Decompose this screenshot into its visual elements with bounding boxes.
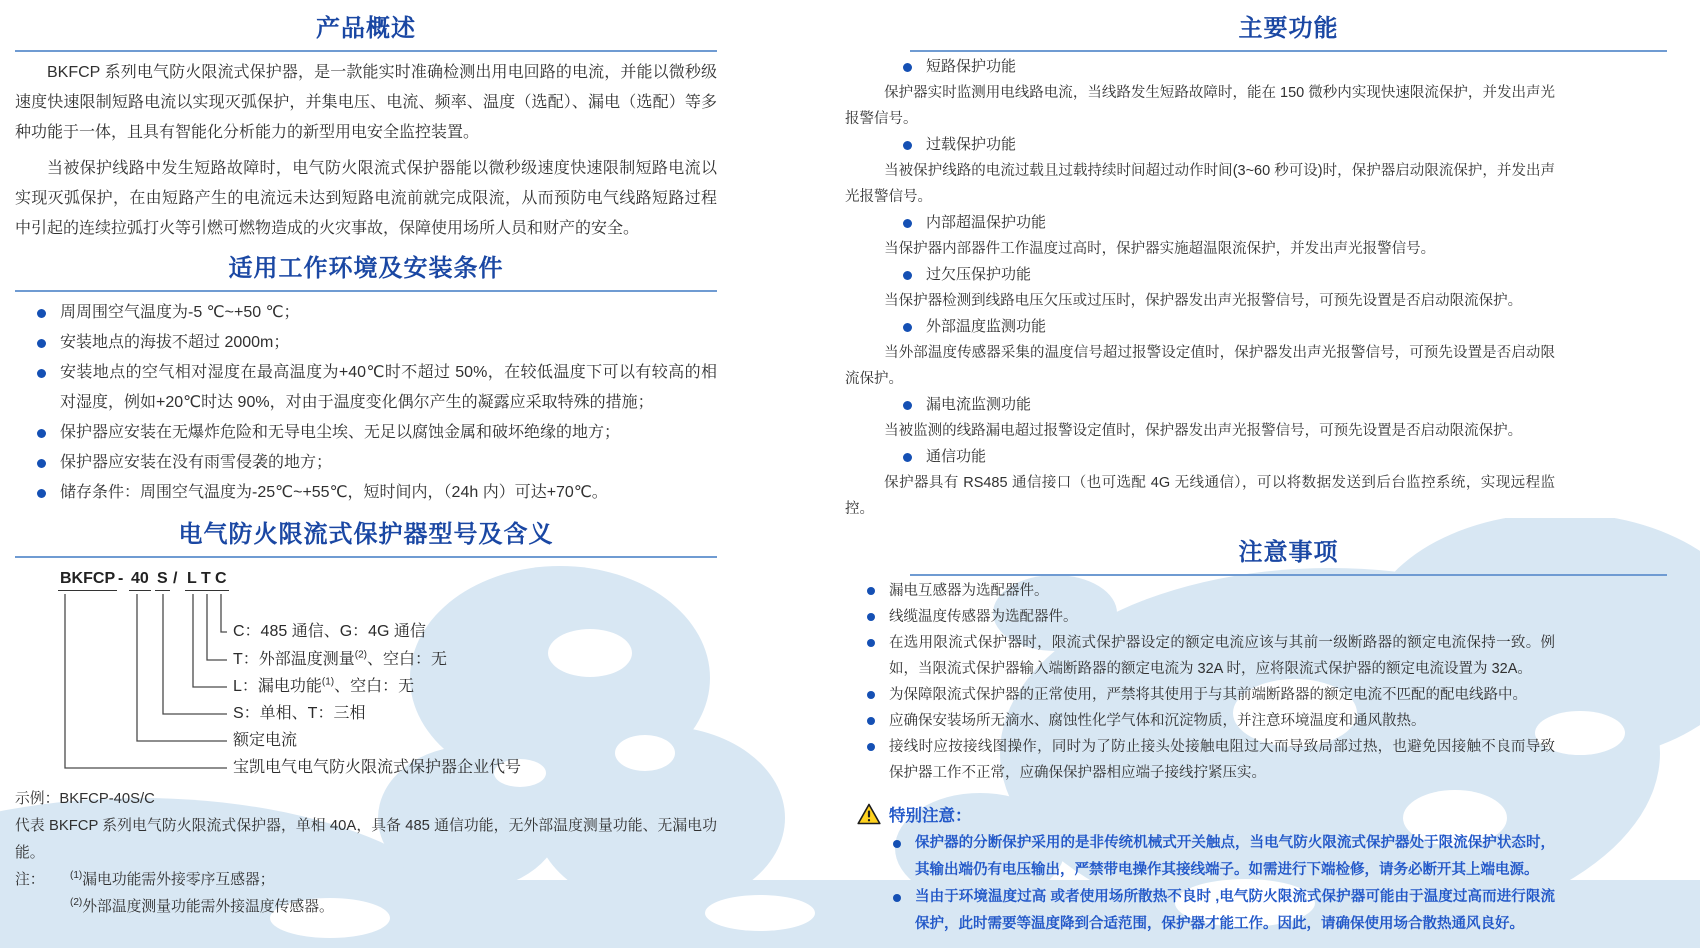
model-note-label: 注： xyxy=(15,872,45,888)
left-column xyxy=(15,0,717,921)
bullet-icon xyxy=(867,743,875,751)
section-divider xyxy=(910,574,1667,576)
function-item-title xyxy=(903,444,1555,470)
section-title-functions: 主要功能 xyxy=(1238,15,1339,42)
environment-item-text: 安装地点的海拔不超过 2000m； xyxy=(60,334,290,351)
function-name: 外部温度监测功能 xyxy=(926,318,1047,335)
environment-item-text: 周周围空气温度为-5 ℃~+50 ℃； xyxy=(60,304,300,321)
bullet-icon xyxy=(37,459,46,468)
bullet-icon xyxy=(903,323,912,332)
overview-paragraph-1: BKFCP 系列电气防火限流式保护器，是一款能实时准确检测出用电回路的电流，并能以微秒级速度快速限制短路电流以实现灭弧保护，并集电压、电流、频率、温度（选配）、漏电（选配）等多种功能于一体，且具有智能化分析能力的新型用电安全监控装置。 xyxy=(15,64,717,141)
note-superscript: (2) xyxy=(70,897,83,909)
function-item-title xyxy=(903,54,1555,80)
environment-item-text: 保护器应安装在无爆炸危险和无导电尘埃、无足以腐蚀金属和破坏绝缘的地方； xyxy=(60,424,621,441)
label-superscript: (1) xyxy=(321,676,335,688)
overview-paragraph-2: 当被保护线路中发生短路故障时，电气防火限流式保护器能以微秒级速度快速限制短路电流以实现灭弧保护，在由短路产生的电流远未达到短路电流前就完成限流，从而预防电气线路短路过程中引起的连续拉弧打火等引燃可燃物造成的火灾事故，保障使用场所人员和财产的安全。 xyxy=(15,160,717,237)
function-item-title xyxy=(903,262,1555,288)
notice-text: 漏电互感器为选配器件。 xyxy=(889,583,1049,599)
special-attention-text: 保护器的分断保护采用的是非传统机械式开关触点，当电气防火限流式保护器处于限流保护状态时，其输出端仍有电压输出，严禁带电操作其接线端子。如需进行下端检修，请务必断开其上端电源。 xyxy=(915,835,1555,878)
model-code-segment: L xyxy=(185,568,199,591)
environment-item-text: 储存条件：周围空气温度为-25℃~+55℃，短时间内，（24h 内）可达+70℃。 xyxy=(60,484,608,501)
bullet-icon xyxy=(867,717,875,725)
model-notes xyxy=(15,867,717,921)
model-code-segment: C xyxy=(213,568,229,591)
bullet-icon xyxy=(37,429,46,438)
bullet-icon xyxy=(37,369,46,378)
function-desc: 当外部温度传感器采集的温度信号超过报警设定值时，保护器发出声光报警信号，可预先设置是否启动限流保护。 xyxy=(845,345,1555,387)
label-text: 、空白：无 xyxy=(334,678,415,695)
function-name: 过欠压保护功能 xyxy=(926,266,1032,283)
bullet-icon xyxy=(867,613,875,621)
notice-item xyxy=(867,708,1555,734)
function-desc: 当保护器检测到线路电压欠压或过压时，保护器发出声光报警信号，可预先设置是否启动限流保护。 xyxy=(884,293,1523,309)
model-code-separator: / xyxy=(173,570,178,587)
label-text: L：漏电功能 xyxy=(233,678,322,695)
environment-item-text: 保护器应安装在没有雨雪侵袭的地方； xyxy=(60,454,333,471)
environment-item xyxy=(37,478,717,508)
label-text: T：外部温度测量 xyxy=(233,651,355,668)
function-item-title xyxy=(903,392,1555,418)
function-item-title xyxy=(903,132,1555,158)
function-item-title xyxy=(903,314,1555,340)
bullet-icon xyxy=(867,639,875,647)
diagram-connector-lines xyxy=(15,568,717,780)
bullet-icon xyxy=(37,339,46,348)
bullet-icon xyxy=(867,691,875,699)
function-desc: 当被保护线路的电流过载且过载持续时间超过动作时间(3~60 秒可设)时，保护器启动限流保护，并发出声光报警信号。 xyxy=(845,163,1555,205)
model-note xyxy=(70,867,334,894)
environment-item xyxy=(37,298,717,328)
functions-list xyxy=(845,54,1555,522)
notice-item xyxy=(867,578,1555,604)
warning-icon xyxy=(857,803,881,825)
section-divider xyxy=(910,50,1667,52)
model-label-temperature xyxy=(233,648,447,672)
bullet-icon xyxy=(37,309,46,318)
model-label-communication: C：485 通信、G：4G 通信 xyxy=(233,623,426,640)
environment-list xyxy=(15,298,717,508)
model-code-diagram xyxy=(15,568,717,780)
model-code-separator: - xyxy=(118,570,124,587)
note-superscript: (1) xyxy=(70,870,83,882)
notice-item xyxy=(867,682,1555,708)
function-desc: 保护器具有 RS485 通信接口（也可选配 4G 无线通信），可以将数据发送到后台监控系统，实现远程监控。 xyxy=(845,475,1555,517)
note-text: 漏电功能需外接零序互感器； xyxy=(82,872,275,888)
bullet-icon xyxy=(893,894,901,902)
function-name: 通信功能 xyxy=(926,448,987,465)
label-text: 、空白：无 xyxy=(367,651,448,668)
note-text: 外部温度测量功能需外接温度传感器。 xyxy=(82,899,334,915)
model-code-segment: T xyxy=(199,568,213,591)
bullet-icon xyxy=(903,63,912,72)
model-label-phase: S：单相、T：三相 xyxy=(233,705,366,722)
bullet-icon xyxy=(893,840,901,848)
bullet-icon xyxy=(903,219,912,228)
notice-text: 应确保安装场所无滴水、腐蚀性化学气体和沉淀物质，并注意环境温度和通风散热。 xyxy=(889,713,1426,729)
environment-item-text: 安装地点的空气相对湿度在最高温度为+40℃时不超过 50%，在较低温度下可以有较高的相对湿度，例如+20℃时达 90%，对由于温度变化偶尔产生的凝露应采取特殊的措施； xyxy=(60,364,717,411)
function-item-title xyxy=(903,210,1555,236)
section-title-environment: 适用工作环境及安装条件 xyxy=(228,255,504,282)
section-divider xyxy=(15,556,717,558)
bullet-icon xyxy=(903,271,912,280)
environment-item xyxy=(37,328,717,358)
special-attention-list xyxy=(845,830,1555,938)
function-desc: 当被监测的线路漏电超过报警设定值时，保护器发出声光报警信号，可预先设置是否启动限流保护。 xyxy=(884,423,1523,439)
notice-text: 在选用限流式保护器时，限流式保护器设定的额定电流应该与其前一级断路器的额定电流保持一致。例如，当限流式保护器输入端断路器的额定电流为 32A 时，应将限流式保护器的额定电流设置为 32A。 xyxy=(889,635,1555,677)
section-divider xyxy=(15,290,717,292)
function-desc: 保护器实时监测用电线路电流，当线路发生短路故障时，能在 150 微秒内实现快速限流保护，并发出声光报警信号。 xyxy=(845,85,1555,127)
model-note-list xyxy=(70,867,334,921)
function-name: 内部超温保护功能 xyxy=(926,214,1047,231)
special-attention-item xyxy=(893,884,1555,938)
model-example-block xyxy=(15,786,717,921)
notice-item xyxy=(867,604,1555,630)
special-attention-text: 当由于环境温度过高 或者使用场所散热不良时 ,电气防火限流式保护器可能由于温度过高而进行限流保护，此时需要等温度降到合适范围，保护器才能工作。因此，请确保使用场合散热通风良好。 xyxy=(915,889,1555,932)
section-title-notices: 注意事项 xyxy=(1238,539,1339,566)
model-label-company-code: 宝凯电气电气防火限流式保护器企业代号 xyxy=(233,759,522,776)
environment-item xyxy=(37,418,717,448)
function-name: 过载保护功能 xyxy=(926,136,1017,153)
function-name: 漏电流监测功能 xyxy=(926,396,1032,413)
label-superscript: (2) xyxy=(354,649,368,661)
section-title-model: 电气防火限流式保护器型号及含义 xyxy=(178,521,554,548)
notice-text: 接线时应按接线图操作，同时为了防止接头处接触电阻过大而导致局部过热，也避免因接触不良而导致保护器工作不正常，应确保保护器相应端子接线拧紧压实。 xyxy=(889,739,1555,781)
right-column xyxy=(845,0,1667,938)
model-label-rated-current: 额定电流 xyxy=(233,732,298,749)
bullet-icon xyxy=(867,587,875,595)
environment-item xyxy=(37,358,717,418)
model-label-leakage xyxy=(233,675,414,699)
model-example-desc: 代表 BKFCP 系列电气防火限流式保护器，单相 40A，具备 485 通信功能，无外部温度测量功能、无漏电功能。 xyxy=(15,818,717,861)
model-code-segment: 40 xyxy=(129,568,151,591)
bullet-icon xyxy=(903,453,912,462)
section-divider xyxy=(15,50,717,52)
section-title-overview: 产品概述 xyxy=(316,15,416,42)
environment-item xyxy=(37,448,717,478)
bullet-icon xyxy=(903,401,912,410)
notice-item xyxy=(867,630,1555,682)
notice-item xyxy=(867,734,1555,786)
special-attention-item xyxy=(893,830,1555,884)
model-code-segment: BKFCP xyxy=(58,568,117,591)
notice-text: 为保障限流式保护器的正常使用，严禁将其使用于与其前端断路器的额定电流不匹配的配电线路中。 xyxy=(889,687,1527,703)
special-attention-header xyxy=(857,802,1667,826)
special-attention-title: 特别注意： xyxy=(889,807,972,825)
function-desc: 当保护器内部器件工作温度过高时，保护器实施超温限流保护，并发出声光报警信号。 xyxy=(884,241,1436,257)
function-name: 短路保护功能 xyxy=(926,58,1017,75)
bullet-icon xyxy=(903,141,912,150)
model-code-segment: S xyxy=(155,568,170,591)
model-example-label: 示例：BKFCP-40S/C xyxy=(15,791,155,807)
notices-list xyxy=(845,578,1555,786)
bullet-icon xyxy=(37,489,46,498)
notice-text: 线缆温度传感器为选配器件。 xyxy=(889,609,1078,625)
model-note xyxy=(70,894,334,921)
